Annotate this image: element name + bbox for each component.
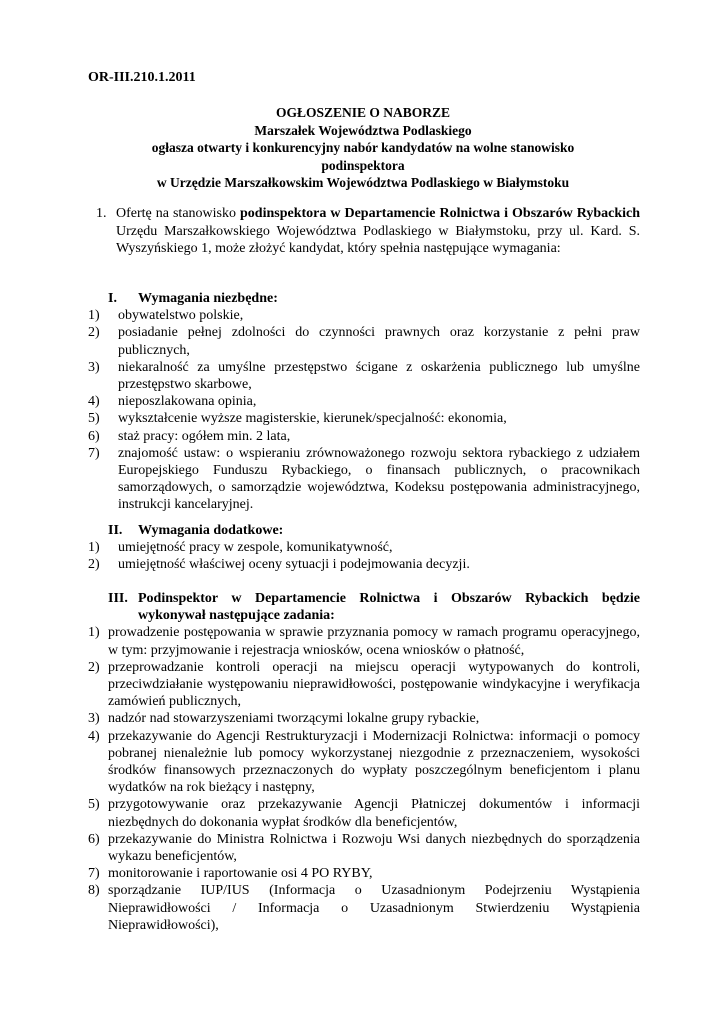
- title-line-5: w Urzędzie Marszałkowskim Województwa Podlaskiego w Białymstoku: [156, 175, 570, 190]
- item-text: przygotowywanie oraz przekazywanie Agencji Płatniczej dokumentów i informacji niezbędnych do dokonania wypłat środków dla beneficjentów,: [108, 797, 640, 830]
- item-text: posiadanie pełnej zdolności do czynności prawnych oraz korzystanie z pełni praw publicznych,: [118, 325, 640, 358]
- item-text: nieposzlakowana opinia,: [118, 394, 257, 410]
- item-text: wykształcenie wyższe magisterskie, kierunek/specjalność: ekonomia,: [118, 411, 507, 427]
- intro-body: [116, 205, 640, 258]
- item-number: 6): [88, 831, 100, 847]
- item-text: niekaralność za umyślne przestępstwo ścigane z oskarżenia publicznego lub umyślne przestępstwo skarbowe,: [118, 359, 640, 393]
- section-additional: [88, 522, 640, 574]
- list-item: [88, 831, 640, 865]
- additional-list: [88, 539, 640, 573]
- announcement-title: [88, 104, 638, 192]
- item-text: umiejętność właściwej oceny sytuacji i podejmowania decyzji.: [118, 557, 470, 573]
- list-item: [88, 659, 640, 711]
- title-line-1: OGŁOSZENIE O NABORZE: [275, 105, 451, 120]
- list-item: [88, 324, 640, 358]
- item-number: 1): [88, 308, 100, 324]
- item-text: znajomość ustaw: o wspieraniu zrównoważonego rozwoju sektora rybackiego z udziałem Europejskiego Funduszu Rybackiego, o finansach publicznych, o pracownikach samorządowych, o samorządzie województwa, Kodeksu postępowania administracyjnego, instrukcji kancelaryjnej.: [118, 445, 640, 513]
- item-number: 2): [88, 325, 100, 341]
- list-item: [88, 539, 640, 556]
- item-number: 8): [88, 883, 100, 899]
- item-text: nadzór nad stowarzyszeniami tworzącymi lokalne grupy rybackie,: [108, 711, 480, 727]
- list-item: [88, 307, 640, 324]
- item-number: 5): [88, 411, 100, 427]
- list-item: [88, 882, 640, 934]
- section-required: [88, 290, 640, 514]
- section-heading: [108, 290, 640, 307]
- item-text: umiejętność pracy w zespole, komunikatywność,: [118, 540, 393, 556]
- title-line-2: Marszałek Województwa Podlaskiego: [254, 122, 472, 138]
- title-line-4: podinspektora: [321, 157, 405, 173]
- tasks-list: [88, 624, 640, 934]
- item-number: 4): [88, 728, 100, 744]
- list-item: [88, 410, 640, 427]
- intro-text-b: Urzędu Marszałkowskiego Województwa Podlaskiego w Białymstoku, przy ul. Kard. S. Wyszyńskiego 1, może złożyć kandydat, który spełnia następujące wymagania:: [116, 223, 640, 256]
- item-number: 7): [88, 445, 100, 461]
- item-text: staż pracy: ogółem min. 2 lata,: [118, 428, 291, 444]
- item-number: 3): [88, 711, 100, 727]
- intro-paragraph: [96, 205, 640, 258]
- list-item: [88, 728, 640, 797]
- section-heading-text: Wymagania dodatkowe:: [138, 523, 284, 538]
- list-item: [88, 865, 640, 882]
- list-item: [88, 710, 640, 727]
- list-item: [88, 359, 640, 393]
- reference-number: OR-III.210.1.2011: [88, 70, 196, 85]
- item-number: 2): [88, 659, 100, 675]
- item-text: obywatelstwo polskie,: [118, 308, 244, 324]
- section-tasks: [88, 590, 640, 934]
- item-number: 1): [88, 625, 100, 641]
- item-number: 1): [88, 540, 100, 556]
- item-text: przekazywanie do Ministra Rolnictwa i Rozwoju Wsi danych niezbędnych do sporządzenia wykazu beneficjentów,: [108, 831, 640, 865]
- item-text: monitorowanie i raportowanie osi 4 PO RYBY,: [108, 866, 373, 882]
- item-text: prowadzenie postępowania w sprawie przyznania pomocy w ramach programu operacyjnego, w tym: przyjmowanie i rejestracja wniosków, ocena wniosków o płatność,: [108, 625, 640, 658]
- item-text: przekazywanie do Agencji Restrukturyzacji i Modernizacji Rolnictwa: informacji o pomocy pobranej nienależnie lub pomocy wykorzystanej niezgodnie z przeznaczeniem, wysokości środków finansowych przeznaczonych do wypłaty poszczególnym beneficjentom i planu wydatków na rok bieżący i następny,: [108, 728, 640, 796]
- section-heading-text: Podinspektor w Departamencie Rolnictwa i Obszarów Rybackich będzie wykonywał następujące zadania:: [138, 591, 640, 624]
- item-number: 2): [88, 557, 100, 573]
- list-item: [88, 393, 640, 410]
- title-line-3: ogłasza otwarty i konkurencyjny nabór kandydatów na wolne stanowisko: [151, 140, 575, 155]
- intro-text-a: Ofertę na stanowisko: [116, 206, 240, 221]
- item-number: 6): [88, 428, 100, 444]
- intro-position-name: podinspektora w Departamencie Rolnictwa i Obszarów Rybackich: [240, 206, 640, 221]
- section-roman: I.: [108, 291, 117, 306]
- item-text: sporządzanie IUP/IUS (Informacja o Uzasadnionym Podejrzeniu Wystąpienia Nieprawidłowości / Informacja o Uzasadnionym Stwierdzeniu Wystąpienia Nieprawidłowości),: [108, 883, 640, 933]
- item-text: przeprowadzanie kontroli operacji na miejscu operacji wytypowanych do kontroli, przeciwdziałanie występowaniu nieprawidłowości, postępowanie windykacyjne i weryfikacja zamówień publicznych,: [108, 659, 640, 710]
- item-number: 4): [88, 394, 100, 410]
- item-number: 5): [88, 797, 100, 813]
- item-number: 3): [88, 359, 100, 375]
- list-item: [88, 556, 640, 573]
- list-item: [88, 428, 640, 445]
- list-item: [88, 445, 640, 514]
- list-item: [88, 796, 640, 830]
- requirements-list: [88, 307, 640, 513]
- section-heading: [108, 522, 640, 539]
- intro-number: 1.: [96, 206, 107, 221]
- item-number: 7): [88, 866, 100, 882]
- section-heading: [108, 590, 640, 624]
- section-roman: III.: [108, 591, 128, 606]
- list-item: [88, 624, 640, 658]
- section-roman: II.: [108, 523, 123, 538]
- section-heading-text: Wymagania niezbędne:: [138, 291, 278, 306]
